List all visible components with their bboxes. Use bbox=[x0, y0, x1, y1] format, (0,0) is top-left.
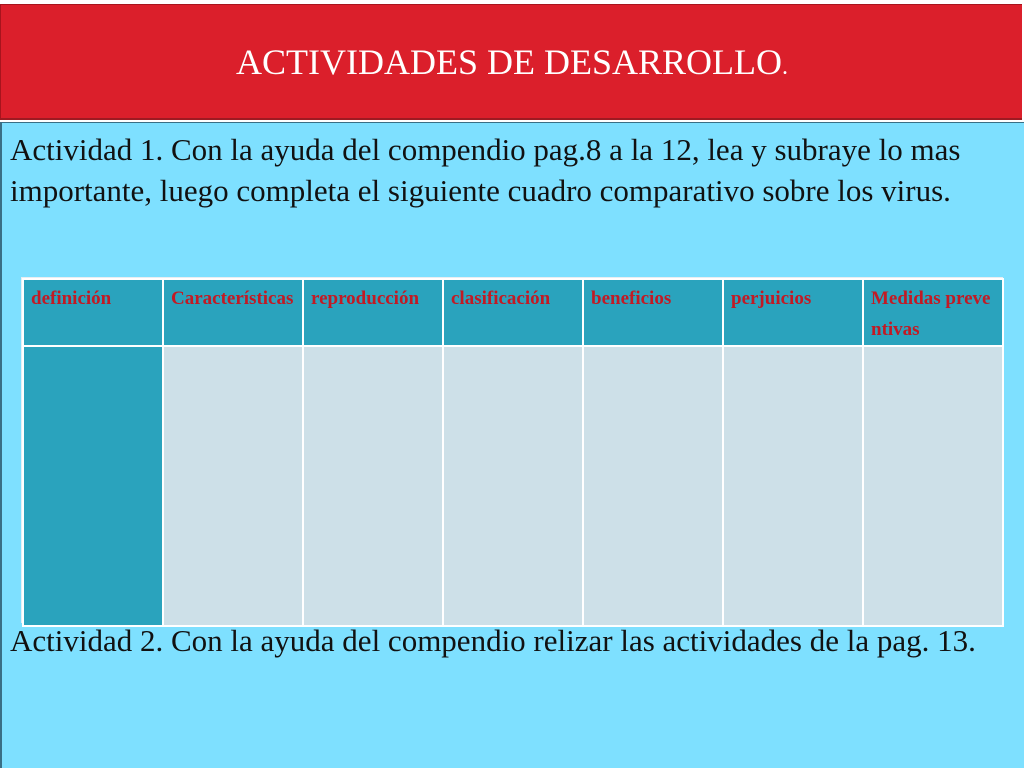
comparison-table-grid bbox=[22, 278, 1004, 627]
table-header-cell: Medidas preventivas bbox=[863, 279, 1003, 346]
table-header-cell: definición bbox=[23, 279, 163, 346]
table-cell bbox=[723, 346, 863, 626]
table-header-cell: Características bbox=[163, 279, 303, 346]
slide-title bbox=[0, 40, 1024, 89]
table-header-cell: perjuicios bbox=[723, 279, 863, 346]
table-cell bbox=[863, 346, 1003, 626]
table-header-cell: clasificación bbox=[443, 279, 583, 346]
slide-title-period: . bbox=[781, 54, 788, 80]
activity-1-text: Actividad 1. Con la ayuda del compendio pag.8 a la 12, lea y subraye lo mas importante, luego completa el siguiente cuadro comparativo sobre los virus. bbox=[10, 132, 961, 208]
table-cell bbox=[443, 346, 583, 626]
slide-title-text: ACTIVIDADES DE DESARROLLO bbox=[236, 42, 782, 82]
table-cell bbox=[303, 346, 443, 626]
table-row bbox=[23, 346, 1003, 626]
table-header-cell: reproducción bbox=[303, 279, 443, 346]
table-cell bbox=[163, 346, 303, 626]
activity-2-text: Actividad 2. Con la ayuda del compendio relizar las actividades de la pag. 13. bbox=[10, 623, 976, 658]
table-cell bbox=[583, 346, 723, 626]
table-header-row bbox=[23, 279, 1003, 346]
table-cell bbox=[23, 346, 163, 626]
table-header-cell: beneficios bbox=[583, 279, 723, 346]
comparison-table bbox=[21, 277, 1003, 623]
